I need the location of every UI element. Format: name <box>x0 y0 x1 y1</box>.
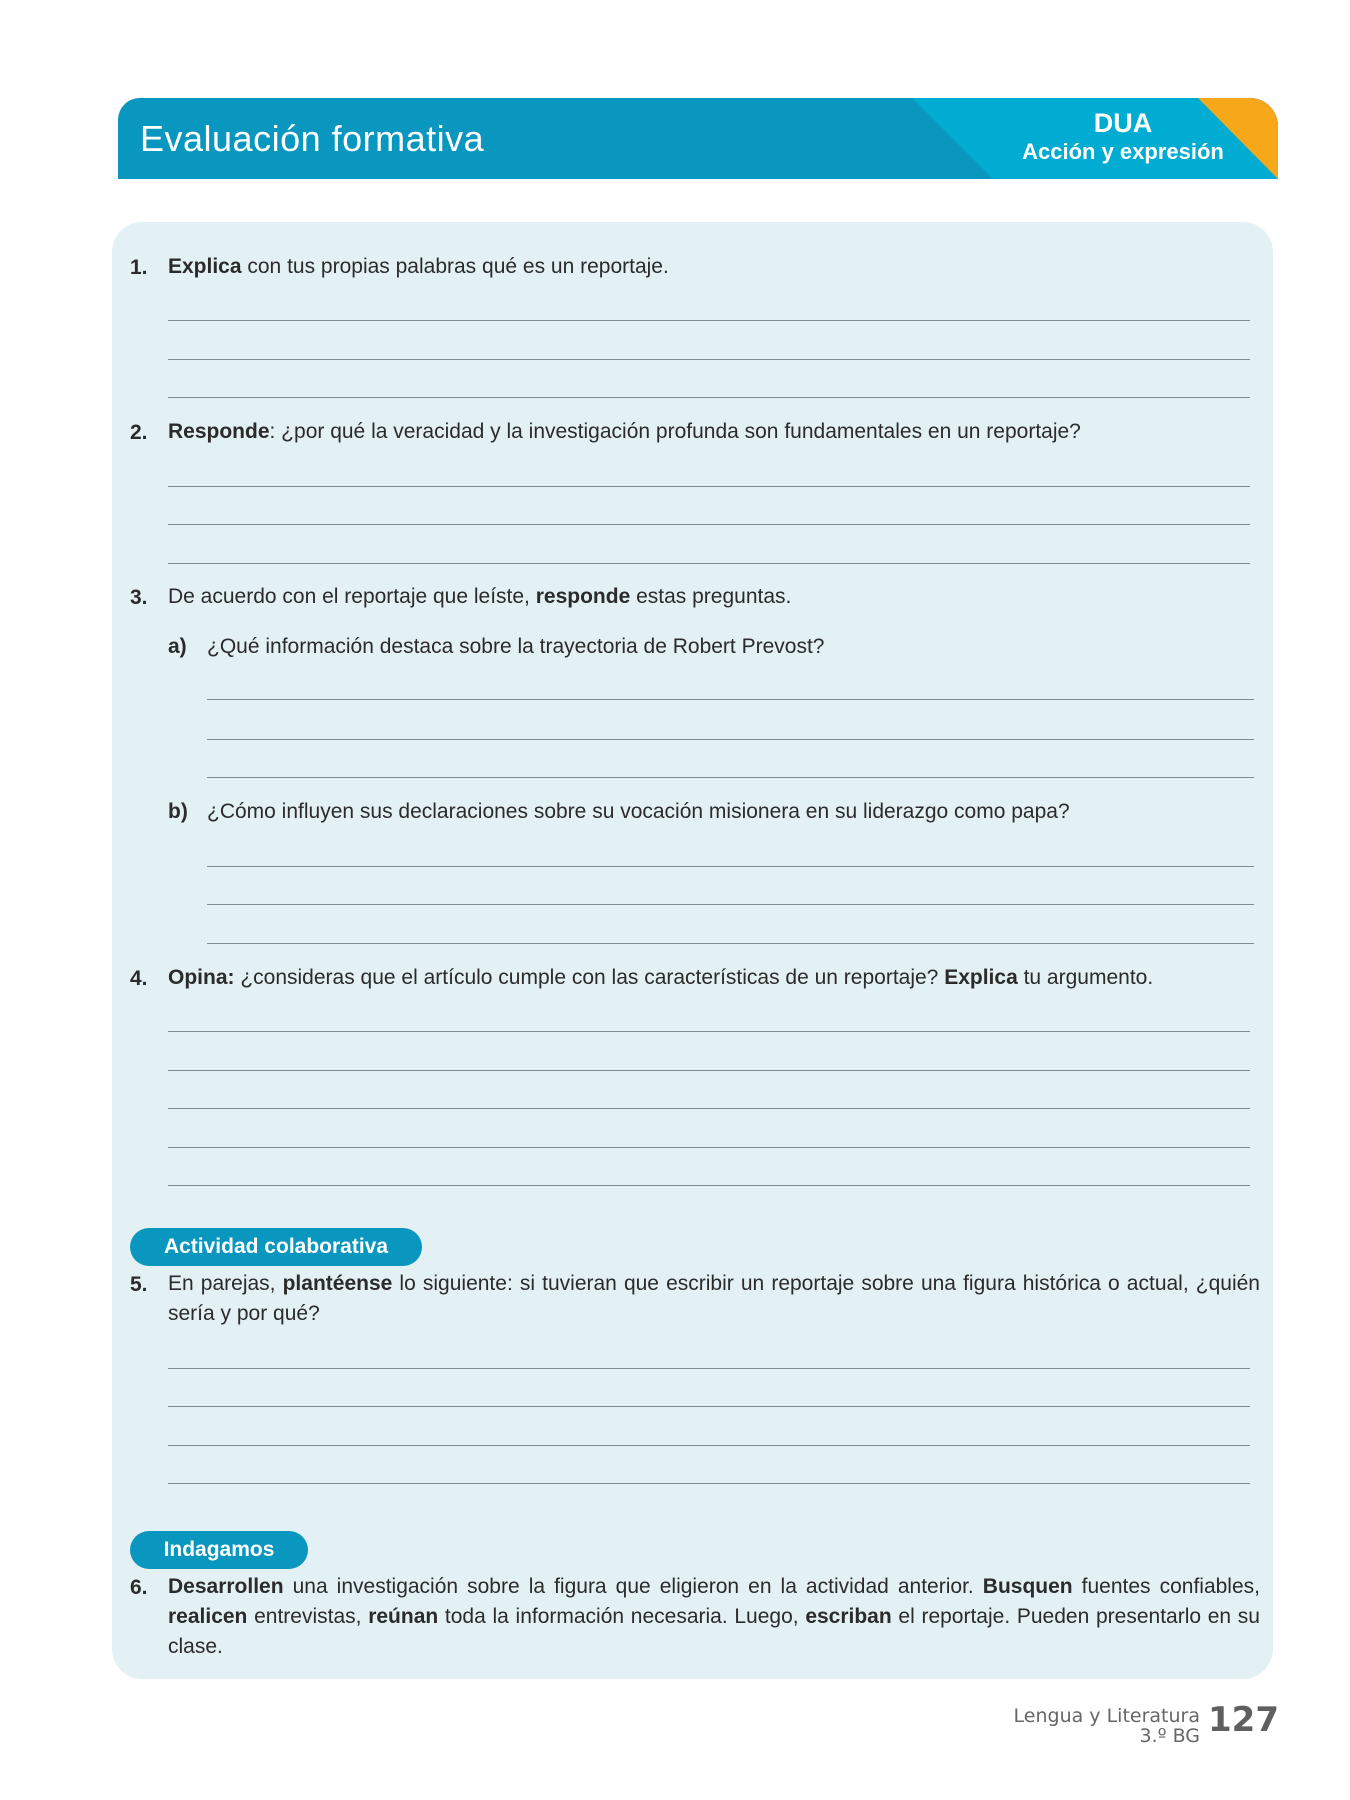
question-number: 5. <box>130 1273 148 1296</box>
collaborative-activity-badge: Actividad colaborativa <box>130 1228 422 1266</box>
answer-line[interactable] <box>168 397 1250 398</box>
answer-line[interactable] <box>207 699 1254 700</box>
q-bold: realicen <box>168 1605 248 1628</box>
q-text: estas preguntas. <box>630 585 792 608</box>
footer-subject <box>1014 1706 1200 1746</box>
q-text: el reportaje. Pueden presentarlo en su clase. <box>168 1605 1260 1658</box>
answer-line[interactable] <box>168 320 1250 321</box>
q-text: tu argumento. <box>1017 966 1154 989</box>
question-number: 4. <box>130 967 148 990</box>
q-text: : ¿por qué la veracidad y la investigación profunda son fundamentales en un reportaje? <box>269 420 1081 443</box>
q-bold: Explica <box>944 966 1018 989</box>
q-bold: Desarrollen <box>168 1575 284 1598</box>
header-banner <box>118 98 1278 179</box>
q-text: ¿consideras que el artículo cumple con las características de un reportaje? <box>234 966 945 989</box>
q-bold: Explica <box>168 255 242 278</box>
q-text: toda la información necesaria. Luego, <box>438 1605 806 1628</box>
dua-subtitle: Acción y expresión <box>1022 139 1224 164</box>
answer-line[interactable] <box>168 563 1250 564</box>
footer-subject-name: Lengua y Literatura <box>1013 1705 1200 1727</box>
subquestion-label: b) <box>168 800 188 823</box>
q-text: entrevistas, <box>247 1605 369 1628</box>
question-number: 6. <box>130 1576 148 1599</box>
answer-line[interactable] <box>207 777 1254 778</box>
q-bold: responde <box>535 585 631 608</box>
q-text: lo siguiente: si tuvieran que escribir un reportaje sobre una figura histórica o actual, ¿quién sería y por qué? <box>168 1272 1260 1325</box>
answer-line[interactable] <box>168 1070 1250 1071</box>
answer-line[interactable] <box>168 1185 1250 1186</box>
answer-line[interactable] <box>207 866 1254 867</box>
q-bold: escriban <box>805 1605 892 1628</box>
q-bold: reúnan <box>368 1605 439 1628</box>
answer-line[interactable] <box>168 1031 1250 1032</box>
answer-line[interactable] <box>168 359 1250 360</box>
subquestion-label: a) <box>168 635 187 658</box>
indagamos-badge: Indagamos <box>130 1531 308 1569</box>
answer-line[interactable] <box>168 1147 1250 1148</box>
q-bold: Opina: <box>168 966 235 989</box>
q-bold: plantéense <box>282 1272 393 1295</box>
question-number: 3. <box>130 586 148 609</box>
answer-line[interactable] <box>207 904 1254 905</box>
subquestion-a: ¿Qué información destaca sobre la trayectoria de Robert Prevost? <box>207 635 825 658</box>
footer-grade: 3.º BG <box>1139 1725 1200 1747</box>
answer-line[interactable] <box>207 943 1254 944</box>
question-6 <box>168 1572 1260 1662</box>
answer-line[interactable] <box>168 1368 1250 1369</box>
page-title: Evaluación formativa <box>140 118 485 159</box>
answer-line[interactable] <box>207 739 1254 740</box>
question-3 <box>168 582 791 612</box>
answer-line[interactable] <box>168 1445 1250 1446</box>
q-text: De acuerdo con el reportaje que leíste, <box>168 585 536 608</box>
subquestion-b: ¿Cómo influyen sus declaraciones sobre su vocación misionera en su liderazgo como papa? <box>207 800 1070 823</box>
answer-line[interactable] <box>168 486 1250 487</box>
question-number: 1. <box>130 256 148 279</box>
dua-title: DUA <box>1093 108 1153 138</box>
dua-label <box>1008 108 1238 166</box>
q-text: En parejas, <box>168 1272 283 1295</box>
q-text: fuentes confiables, <box>1072 1575 1260 1598</box>
answer-line[interactable] <box>168 1483 1250 1484</box>
q-bold: Busquen <box>982 1575 1073 1598</box>
question-5 <box>168 1269 1260 1329</box>
answer-line[interactable] <box>168 1406 1250 1407</box>
question-4 <box>168 963 1153 993</box>
answer-line[interactable] <box>168 524 1250 525</box>
q-bold: Responde <box>168 420 270 443</box>
q-text: con tus propias palabras qué es un reportaje. <box>241 255 669 278</box>
question-1 <box>168 252 669 282</box>
question-number: 2. <box>130 421 148 444</box>
question-2 <box>168 417 1081 447</box>
page-number: 127 <box>1208 1700 1279 1740</box>
answer-line[interactable] <box>168 1108 1250 1109</box>
q-text: una investigación sobre la figura que eligieron en la actividad anterior. <box>283 1575 983 1598</box>
